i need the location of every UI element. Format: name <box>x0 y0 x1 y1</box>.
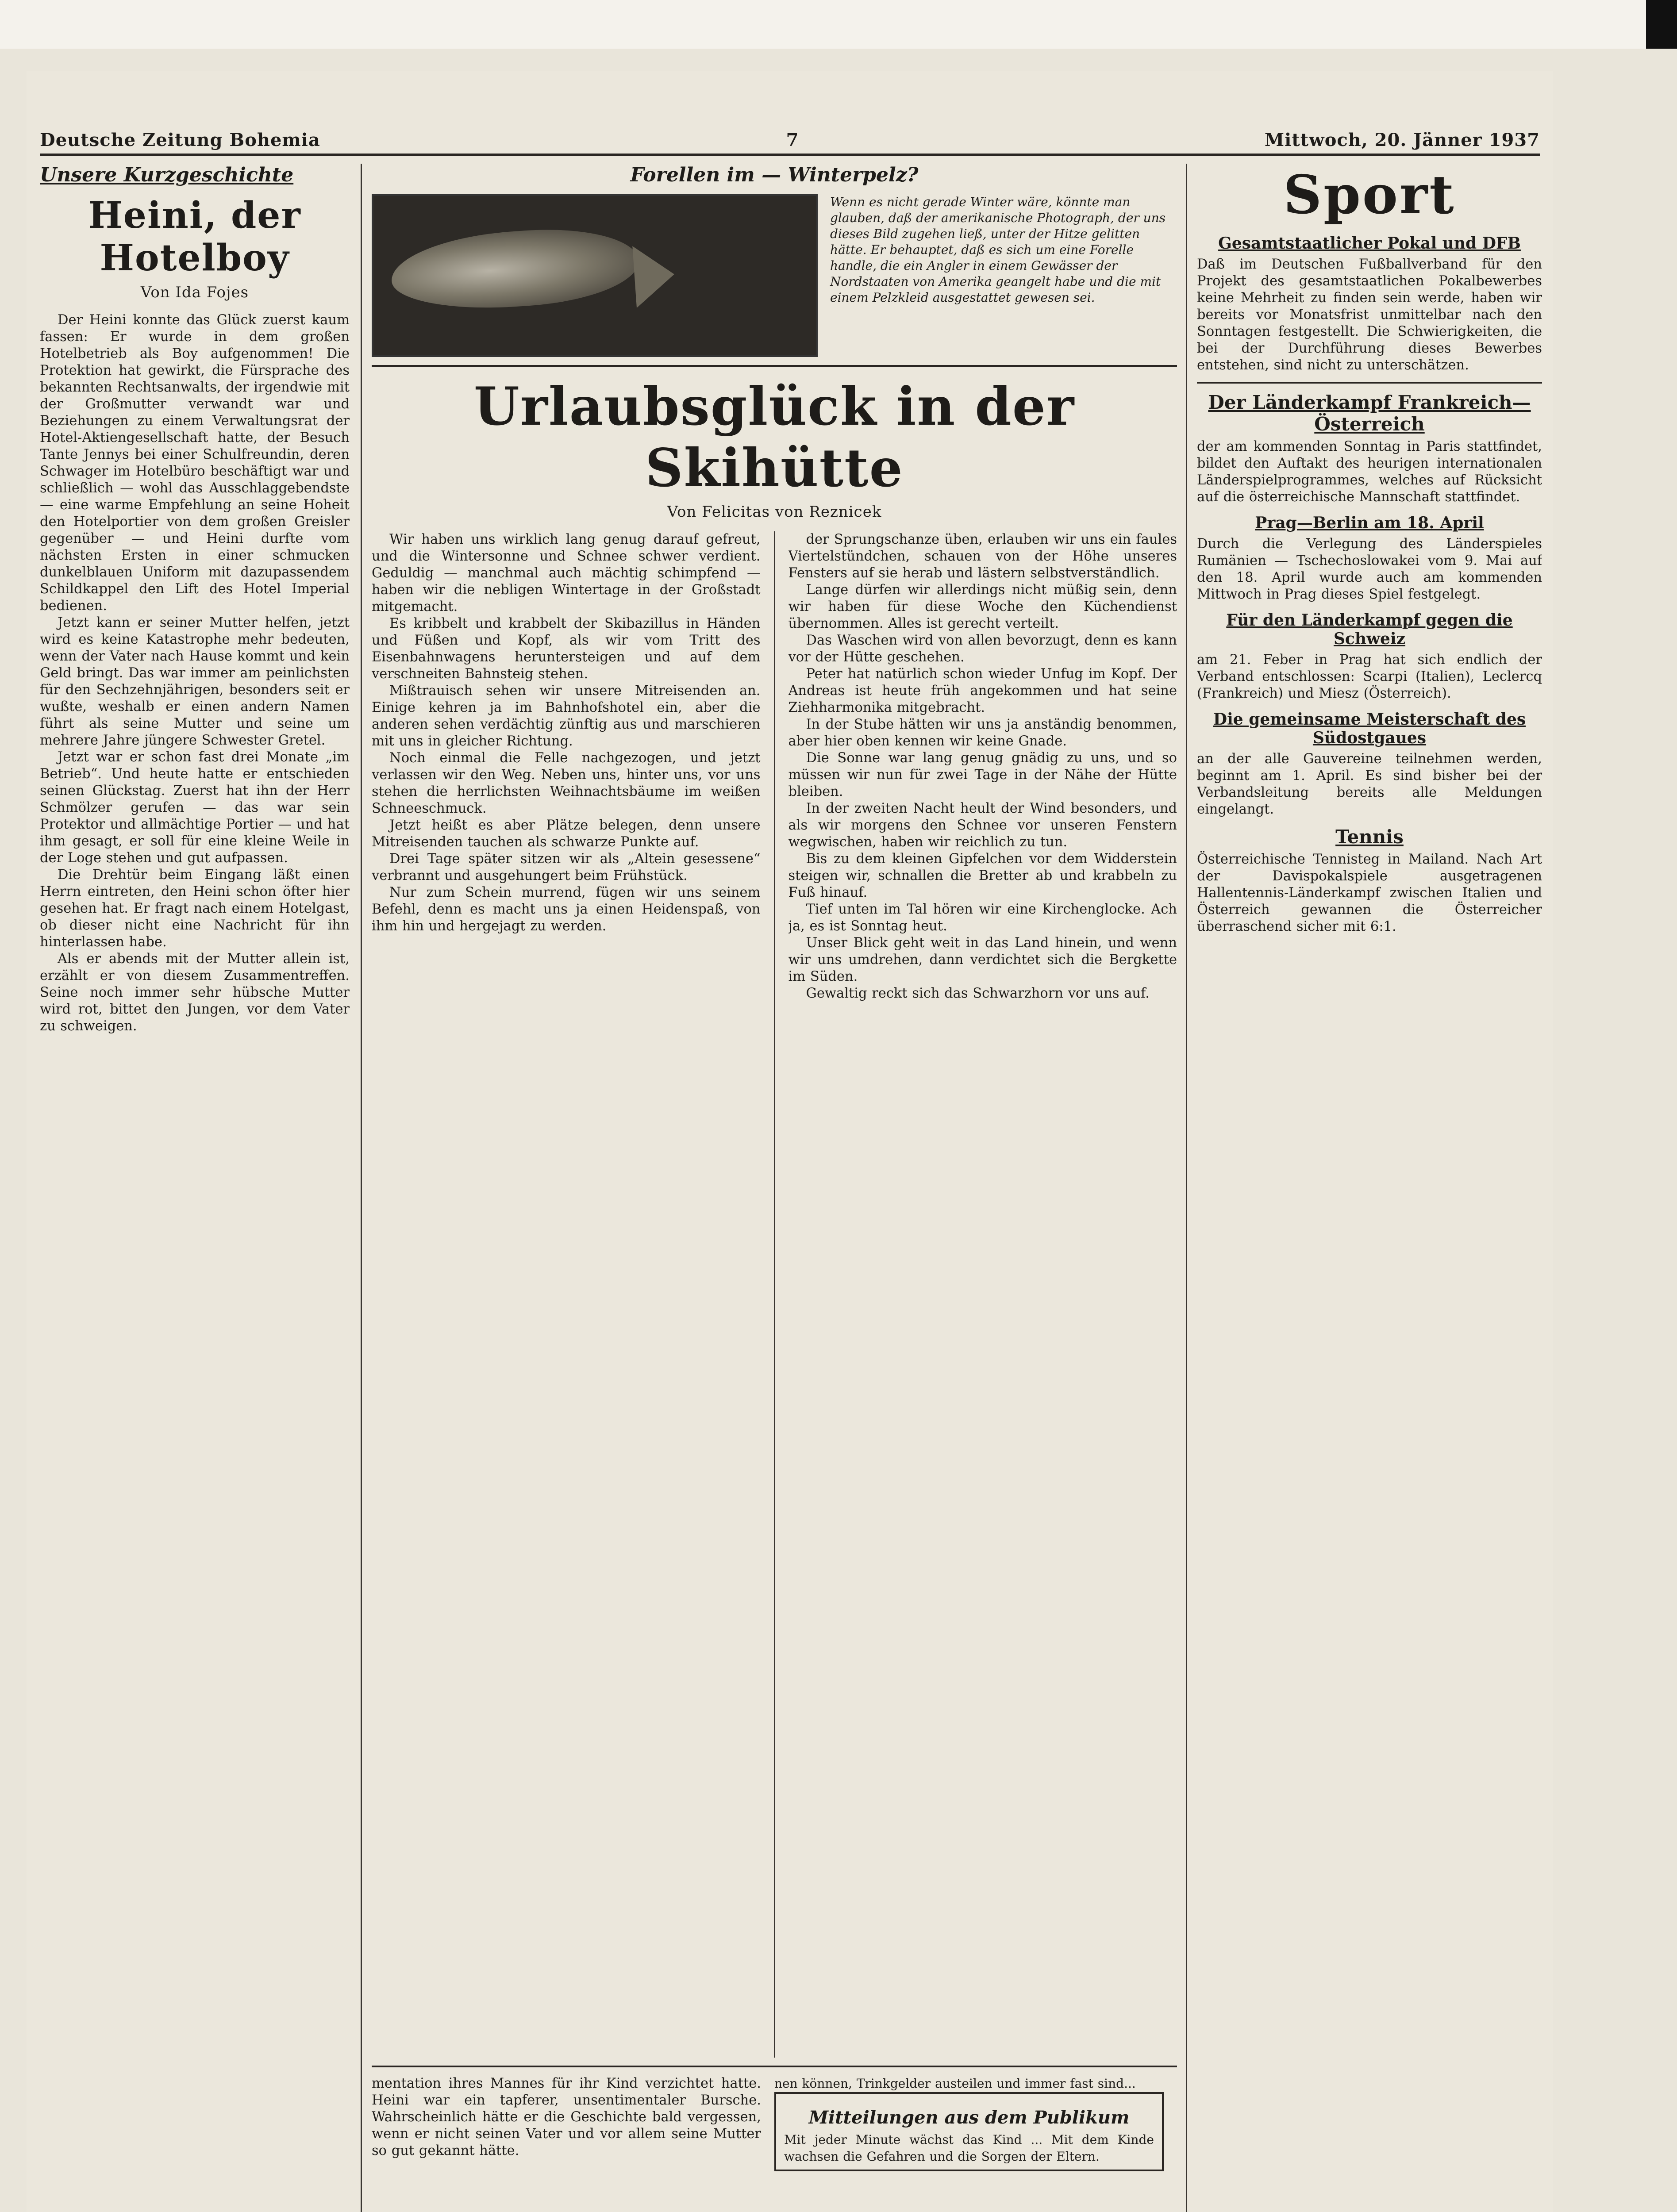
divider-rule <box>372 2066 1177 2067</box>
paragraph: Peter hat natürlich schon wieder Unfug im Kopf. Der Andreas ist heute früh angekommen und hat seine Ziehharmonika mitgebracht. <box>788 666 1177 715</box>
sport-section-text: Durch die Verlegung des Länderspieles Rumänien — Tschechoslowakei vom 9. Mai auf den 18. April wurde auch am kommenden Mittwoch in Prag dieses Spiel festgelegt. <box>1197 536 1542 602</box>
paragraph: Unser Blick geht weit in das Land hinein, und wenn wir uns umdrehen, dann verdichtet sich die Bergkette im Süden. <box>788 935 1177 984</box>
paragraph: In der Stube hätten wir uns ja anständig benommen, aber hier oben kennen wir keine Gnade. <box>788 717 1177 749</box>
sport-section-text: am 21. Feber in Prag hat sich endlich der Verband entschlossen: Scarpi (Italien), Leclercq (Frankreich) und Miesz (Österreich). <box>1197 652 1542 701</box>
sport-section-heading: Der Länderkampf Frankreich—Österreich <box>1208 392 1531 435</box>
feature-byline: Von Felicitas von Reznicek <box>667 503 882 521</box>
paragraph: Der Heini konnte das Glück zuerst kaum fassen: Er wurde in dem großen Hotelbetrieb als Boy aufgenommen! Die Protektion hat gewirkt, die Fürsprache des bekannten Rechtsanwalts, der irgendwie mit der Großmutter verwandt war und Beziehungen zu einem Verwaltungsrat der Hotel-Aktiengesellschaft hatte, der Besuch Tante Jennys bei einer Schulfreundin, deren Schwager im Hotelbüro beschäftigt war und schließlich — wohl das Ausschlaggebendste — eine warme Empfehlung an seine Hoheit den Hotelportier von dem großen Greisler gegenüber — und Heini durfte vom nächsten Ersten in einer schmucken dunkelblauen Uniform mit dazupassendem Schildkappel den Lift des Hotel Imperial bedienen. <box>40 312 350 614</box>
story-continuation: mentation ihres Mannes für ihr Kind verzichtet hatte. Heini war ein tapferer, unsentimentaler Bursche. Wahrscheinlich hätte er die Geschichte bald vergessen, wenn er nicht seinen Vater und vor allem seine Mutter so gut gekannt hätte. <box>372 2076 761 2158</box>
fish-figure <box>389 223 641 315</box>
story-byline: Von Ida Fojes <box>140 284 249 301</box>
running-header <box>40 119 1540 150</box>
reader-letters-lead: nen können, Trinkgelder austeilen und immer fast sind... <box>774 2076 1136 2091</box>
paragraph: Jetzt heißt es aber Plätze belegen, denn unsere Mitreisenden tauchen als schwarze Punkte auf. <box>372 818 761 850</box>
sport-section-text: an der alle Gauvereine teilnehmen werden, beginnt am 1. April. Es sind bisher bei der Verbandsleitung bereits alle Meldungen eingelangt. <box>1197 751 1542 817</box>
feature-title: Urlaubsglück in der Skihütte <box>473 376 1075 499</box>
paragraph: Jetzt war er schon fast drei Monate „im Betrieb“. Und heute hatte er entschieden seinen Glückstag. Zuerst hat ihn der Herr Schmölzer gerufen — das war sein Protektor und allmächtige Portier — und hat ihm gesagt, er soll für eine kleine Weile in der Loge stehen und gut aufpassen. <box>40 749 350 866</box>
paragraph: Es kribbelt und krabbelt der Skibazillus in Händen und Füßen und Kopf, als wir vom Tritt des Eisenbahnwagens heruntersteigen und auf dem verschneiten Bahnsteig stehen. <box>372 616 761 682</box>
sport-section-text: der am kommenden Sonntag in Paris stattfindet, bildet den Auftakt des heurigen internationalen Länderspielprogrammes, welches auf Rücksicht auf die österreichische Mannschaft stattfindet. <box>1197 439 1542 505</box>
paragraph: Das Waschen wird von allen bevorzugt, denn es kann vor der Hütte geschehen. <box>788 633 1177 665</box>
issue-date: Mittwoch, 20. Jänner 1937 <box>1264 130 1540 150</box>
sport-section-heading: Gesamtstaatlicher Pokal und DFB <box>1218 234 1521 253</box>
paragraph: Tief unten im Tal hören wir eine Kirchenglocke. Ach ja, es ist Sonntag heut. <box>788 902 1177 934</box>
story-body <box>40 312 350 1035</box>
feature-left-column <box>372 531 761 2058</box>
paragraph: Bis zu dem kleinen Gipfelchen vor dem Widderstein steigen wir, schnallen die Bretter ab und krabbeln zu Fuß hinauf. <box>788 851 1177 900</box>
story-column-heini <box>40 164 350 2212</box>
photo-caption: Wenn es nicht gerade Winter wäre, könnte man glauben, daß der amerikanische Photograph, der uns dieses Bild zugehen ließ, unter der Hitze gelitten hätte. Er behauptet, daß es sich um eine Forelle handle, die ein Angler in einem Gewässer der Nordstaaten von Amerika geangelt habe und die mit einem Pelzkleid ausgestattet gewesen sei. <box>830 195 1166 305</box>
sport-section-text: Österreichische Tennisteg in Mailand. Nach Art der Davispokalspiele ausgetragenen Hallentennis-Länderkampf zwischen Italien und Österreich gewannen die Österreicher überraschend sicher mit 6:1. <box>1197 852 1542 934</box>
sport-section-heading: Prag—Berlin am 18. April <box>1255 514 1484 532</box>
sport-title: Sport <box>1283 164 1456 226</box>
sport-column <box>1197 164 1542 2212</box>
sport-section-heading: Die gemeinsame Meisterschaft des Südostgaues <box>1213 710 1526 747</box>
page-number: 7 <box>786 130 799 150</box>
scan-border <box>0 0 1677 49</box>
section-kicker: Unsere Kurzgeschichte <box>40 164 294 186</box>
newspaper-name: Deutsche Zeitung Bohemia <box>40 130 320 150</box>
reader-letters-text: Mit jeder Minute wächst das Kind ... Mit dem Kinde wachsen die Gefahren und die Sorgen der Eltern. <box>784 2132 1154 2164</box>
paragraph: Die Sonne war lang genug gnädig zu uns, und so müssen wir nun für zwei Tage in der Nähe der Hütte bleiben. <box>788 750 1177 799</box>
reader-letters-title: Mitteilungen aus dem Publikum <box>808 2107 1130 2128</box>
paragraph: Drei Tage später sitzen wir als „Altein gesessene“ verbrannt und ausgehungert beim Frühstück. <box>372 851 761 883</box>
story-title: Heini, der Hotelboy <box>88 194 301 279</box>
fish-tail <box>632 243 677 308</box>
photo-block <box>372 194 1177 357</box>
paragraph: Wir haben uns wirklich lang genug darauf gefreut, und die Wintersonne und Schnee schwer verdient. Geduldig — manchmal auch mächtig schimpfend — haben wir die nebligen Wintertage in der Großstadt mitgemacht. <box>372 532 761 614</box>
column-divider <box>1186 164 1187 2212</box>
header-rule <box>40 154 1540 156</box>
paragraph: Jetzt kann er seiner Mutter helfen, jetzt wird es keine Katastrophe mehr bedeuten, wenn der Vater nach Hause kommt und kein Geld bringt. Das war immer am peinlichsten für den Sechzehnjährigen, besonders seit er wußte, weshalb er einen andern Namen führt als seine Mutter und seine um mehrere Jahre jüngere Schwester Gretel. <box>40 615 350 748</box>
feature-text <box>372 531 1177 2058</box>
reader-letters-box <box>774 2075 1164 2212</box>
photo-headline: Forellen im — Winterpelz? <box>630 164 919 186</box>
sport-section-text: Daß im Deutschen Fußballverband für den Projekt des gesamtstaatlichen Pokalbewerbes keine Mehrheit zu finden sein werde, haben wir bereits vor Monatsfrist unmittelbar nach den Sonntagen festgestellt. Die Schwierigkeiten, die bei der Durchführung dieses Bewerbes entstehen, sind nicht zu unterschätzen. <box>1197 257 1542 373</box>
paragraph: Die Drehtür beim Eingang läßt einen Herrn eintreten, den Heini schon öfter hier gesehen hat. Er fragt nach einem Hotelgast, ob dieser nicht eine Nachricht für ihn hinterlassen habe. <box>40 867 350 950</box>
paragraph: Gewaltig reckt sich das Schwarzhorn vor uns auf. <box>806 986 1150 1001</box>
trout-photo <box>372 194 818 357</box>
bottom-strip <box>372 2075 1177 2212</box>
reader-letters-frame <box>774 2092 1164 2171</box>
paragraph: der Sprungschanze üben, erlauben wir uns ein faules Viertelstündchen, schauen von der Höhe unseres Fensters auf sie herab und lästern selbstverständlich. <box>788 532 1177 581</box>
paragraph: Mißtrauisch sehen wir unsere Mitreisenden an. Einige kehren ja im Bahnhofshotel ein, aber die anderen sehen verdächtig zünftig aus und marschieren mit uns in gleicher Richtung. <box>372 683 761 749</box>
feature-column <box>372 164 1177 2212</box>
sport-section-heading: Für den Länderkampf gegen die Schweiz <box>1226 611 1513 648</box>
divider-rule <box>1197 382 1542 384</box>
paragraph: Noch einmal die Felle nachgezogen, und jetzt verlassen wir den Weg. Neben uns, hinter uns, vor uns stehen die herrlichsten Weihnachtsbäume im weißen Schneeschmuck. <box>372 750 761 816</box>
inner-divider <box>774 531 775 2058</box>
paragraph: Lange dürfen wir allerdings nicht müßig sein, denn wir haben für diese Woche den Küchendienst übernommen. Alles ist gerecht verteilt. <box>788 582 1177 631</box>
scan-edge <box>1646 0 1677 49</box>
divider-rule <box>372 365 1177 367</box>
column-divider <box>361 164 362 2212</box>
feature-right-column <box>788 531 1177 2058</box>
paragraph: Nur zum Schein murrend, fügen wir uns seinem Befehl, denn es macht uns ja einen Heidenspaß, von ihm hin und hergejagt zu werden. <box>372 885 761 934</box>
paragraph: Als er abends mit der Mutter allein ist, erzählt er von diesem Zusammentreffen. Seine noch immer sehr hübsche Mutter wird rot, bittet den Jungen, vor dem Vater zu schweigen. <box>40 951 350 1034</box>
sport-section-heading: Tennis <box>1335 826 1404 848</box>
newspaper-page <box>27 71 1553 2212</box>
paragraph: In der zweiten Nacht heult der Wind besonders, und als wir morgens den Schnee vor unseren Fenstern wegwischen, haben wir reichlich zu tun. <box>788 801 1177 850</box>
